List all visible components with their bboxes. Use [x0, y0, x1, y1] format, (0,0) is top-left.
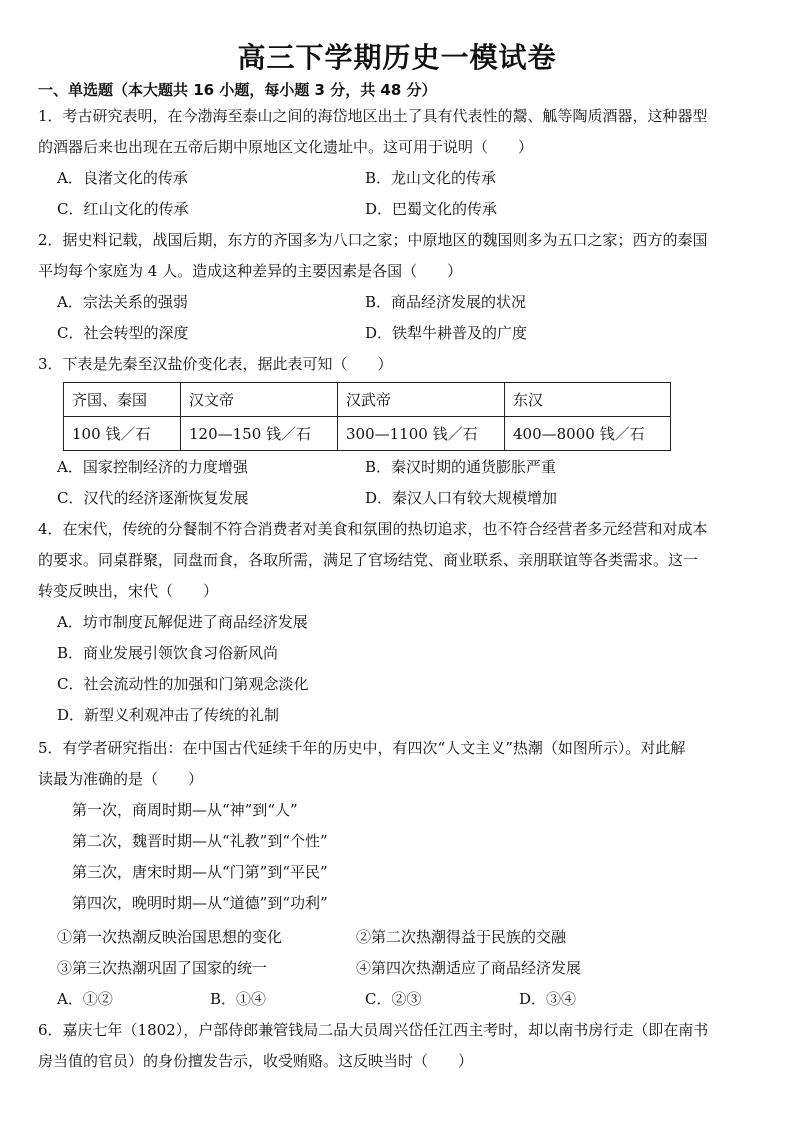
- question-4-stem-line-2: 的要求。同桌群聚，同盘而食，各取所需，满足了官场结党、商业联系、亲朋联谊等各类需求。这一: [38, 551, 699, 569]
- question-3-option-a: A．国家控制经济的力度增强: [57, 458, 248, 476]
- question-6-stem-line-1: 6．嘉庆七年（1802），户部侍郎兼管钱局二品大员周兴岱任江西主考时，却以南书房行走（即在南书: [38, 1021, 709, 1039]
- section-heading: 一、单选题（本大题共 16 小题，每小题 3 分，共 48 分）: [38, 81, 437, 99]
- question-5-statement-2: ②第二次热潮得益于民族的交融: [356, 928, 567, 946]
- question-5-option-d: D．③④: [519, 990, 577, 1008]
- question-5-wave-3: 第三次，唐宋时期—从“门第”到“平民”: [72, 863, 328, 881]
- table-header-row: [64, 383, 671, 417]
- question-1-option-a: A．良渚文化的传承: [57, 169, 188, 187]
- question-3-stem-line-1: 3．下表是先秦至汉盐价变化表，据此表可知（ ）: [38, 355, 393, 373]
- question-3-option-c: C．汉代的经济逐渐恢复发展: [57, 489, 249, 507]
- question-5-option-c: C．②③: [365, 990, 422, 1008]
- table-cell: 300—1100 钱／石: [338, 417, 505, 451]
- question-4-stem-line-1: 4．在宋代，传统的分餐制不符合消费者对美食和氛围的热切追求，也不符合经营者多元经营和对成本: [38, 520, 708, 538]
- question-2-option-d: D．铁犁牛耕普及的广度: [365, 324, 528, 342]
- question-2-option-b: B．商品经济发展的状况: [365, 293, 527, 311]
- question-5-option-b: B．①④: [210, 990, 267, 1008]
- question-3-option-d: D．秦汉人口有较大规模增加: [365, 489, 558, 507]
- question-1-option-d: D．巴蜀文化的传承: [365, 200, 498, 218]
- question-5-stem-line-1: 5．有学者研究指出：在中国古代延续千年的历史中，有四次“人文主义”热潮（如图所示）。对此解: [38, 739, 686, 757]
- question-5-wave-1: 第一次，商周时期—从“神”到“人”: [72, 801, 298, 819]
- question-4-option-d: D．新型义利观冲击了传统的礼制: [57, 706, 280, 724]
- question-4-option-c: C．社会流动性的加强和门第观念淡化: [57, 675, 309, 693]
- question-2-stem-line-1: 2．据史料记载，战国后期，东方的齐国多为八口之家；中原地区的魏国则多为五口之家；西方的秦国: [38, 231, 708, 249]
- page-title: 高三下学期历史一模试卷: [237, 41, 557, 74]
- question-1-stem-line-2: 的酒器后来也出现在五帝后期中原地区文化遗址中。这可用于说明（ ）: [38, 138, 534, 156]
- question-5-option-a: A．①②: [57, 990, 113, 1008]
- salt-price-table: [63, 382, 671, 451]
- table-row: [64, 417, 671, 451]
- table-header-cell: 汉文帝: [181, 383, 338, 417]
- table-header-cell: 齐国、秦国: [64, 383, 181, 417]
- question-5-statement-1: ①第一次热潮反映治国思想的变化: [57, 928, 283, 946]
- table-cell: 400—8000 钱／石: [505, 417, 671, 451]
- question-2-option-a: A．宗法关系的强弱: [57, 293, 188, 311]
- question-1-stem-line-1: 1．考古研究表明，在今渤海至泰山之间的海岱地区出土了具有代表性的鬶、觚等陶质酒器，这种器型: [38, 107, 708, 125]
- table-cell: 100 钱／石: [64, 417, 181, 451]
- table-header-cell: 东汉: [505, 383, 671, 417]
- question-2-stem-line-2: 平均每个家庭为 4 人。造成这种差异的主要因素是各国（ ）: [38, 262, 463, 280]
- question-4-option-a: A．坊市制度瓦解促进了商品经济发展: [57, 613, 308, 631]
- question-3-option-b: B．秦汉时期的通货膨胀严重: [365, 458, 557, 476]
- table-cell: 120—150 钱／石: [181, 417, 338, 451]
- question-1-option-c: C．红山文化的传承: [57, 200, 189, 218]
- question-5-wave-4: 第四次，晚明时期—从“道德”到“功利”: [72, 894, 328, 912]
- question-5-stem-line-2: 读最为准确的是（ ）: [38, 770, 204, 788]
- question-4-option-b: B．商业发展引领饮食习俗新风尚: [57, 644, 279, 662]
- question-5-statement-3: ③第三次热潮巩固了国家的统一: [57, 959, 268, 977]
- table-header-cell: 汉武帝: [338, 383, 505, 417]
- question-5-statement-4: ④第四次热潮适应了商品经济发展: [356, 959, 582, 977]
- question-4-stem-line-3: 转变反映出，宋代（ ）: [38, 582, 219, 600]
- question-5-wave-2: 第二次，魏晋时期—从“礼教”到“个性”: [72, 832, 328, 850]
- question-6-stem-line-2: 房当值的官员）的身份擅发告示，收受贿赂。这反映当时（ ）: [38, 1052, 474, 1070]
- question-2-option-c: C．社会转型的深度: [57, 324, 189, 342]
- question-1-option-b: B．龙山文化的传承: [365, 169, 497, 187]
